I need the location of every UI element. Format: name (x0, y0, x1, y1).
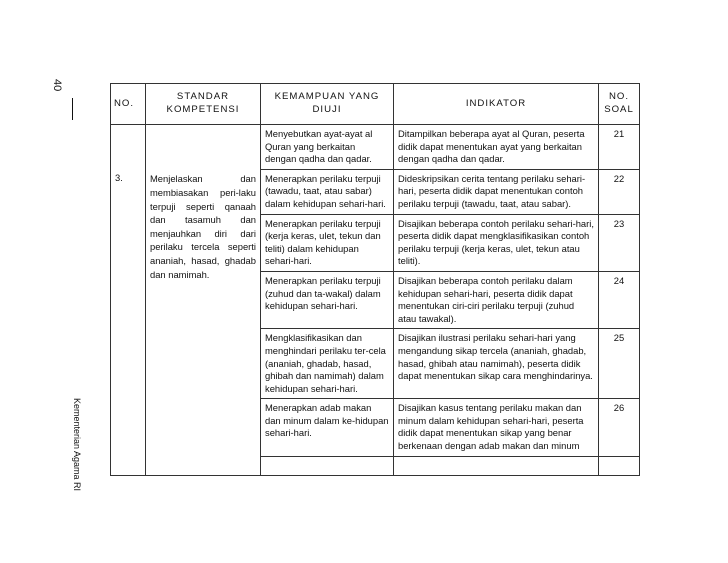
cell-indikator: Disajikan ilustrasi perilaku sehari-hari yang mengandung sikap tercela (ananiah, ghadab, hasad, ghibah atau namimah), peserta didik dapat menentukan sikap cara menghindarinya. (394, 329, 599, 399)
cell-kemampuan: Menerapkan perilaku terpuji (kerja keras, ulet, tekun dan teliti) dalam kehidupan sehari-hari. (261, 214, 394, 271)
cell-no-soal: 25 (599, 329, 640, 399)
page-number-rule (72, 98, 73, 120)
table-header-row (111, 84, 640, 125)
table-row (111, 456, 640, 476)
competency-table (110, 83, 640, 476)
cell-no-soal: 23 (599, 214, 640, 271)
cell-no-soal: 24 (599, 271, 640, 328)
cell-no: 3. (111, 169, 146, 456)
header-no: NO. (111, 84, 146, 125)
cell-indikator: Ditampilkan beberapa ayat al Quran, peserta didik dapat menentukan ayat yang berkaitan dengan qadha dan qadar. (394, 125, 599, 170)
table-row (111, 169, 640, 214)
cell-indikator: Disajikan kasus tentang perilaku makan dan minum dalam kehidupan sehari-hari, peserta didik dapat menentukan sikap yang benar berkenaan dengan adab makan dan minum (394, 399, 599, 456)
cell-indikator: Dideskripsikan cerita tentang perilaku sehari-hari, peserta didik dapat menentukan contoh perilaku terpuji (tawadu, taat, atau sabar). (394, 169, 599, 214)
cell-no-soal: 22 (599, 169, 640, 214)
header-kemampuan: KEMAMPUAN YANG DIUJI (261, 84, 394, 125)
cell-no-empty (111, 456, 146, 476)
cell-kemampuan: Menerapkan perilaku terpuji (tawadu, taat, atau sabar) dalam kehidupan sehari-hari. (261, 169, 394, 214)
page-number: 40 (51, 79, 63, 92)
cell-no-soal: 21 (599, 125, 640, 170)
cell-kemampuan: Menerapkan adab makan dan minum dalam ke-hidupan sehari-hari. (261, 399, 394, 456)
cell-standar: Menjelaskan dan membiasakan peri-laku terpuji seperti qanaah dan tasamuh dan menjauhkan diri dari perilaku tercela seperti ananiah, hasad, ghadab dan namimah. (146, 169, 261, 456)
cell-kemampuan (261, 456, 394, 476)
cell-no-soal (599, 456, 640, 476)
cell-no-empty (111, 125, 146, 170)
header-standar: STANDAR KOMPETENSI (146, 84, 261, 125)
footer-text: Kementerian Agama RI (72, 398, 82, 492)
cell-kemampuan: Mengklasifikasikan dan menghindari perilaku ter-cela (ananiah, ghadab, hasad, ghibah dan namimah) dalam kehidupan sehari-hari. (261, 329, 394, 399)
cell-indikator (394, 456, 599, 476)
header-no-soal: NO. SOAL (599, 84, 640, 125)
cell-standar-empty (146, 456, 261, 476)
table-row (111, 125, 640, 170)
cell-indikator: Disajikan beberapa contoh perilaku sehari-hari, peserta didik dapat mengklasifikasikan contoh perilaku terpuji (kerja keras, ulet, tekun atau teliti). (394, 214, 599, 271)
header-indikator: INDIKATOR (394, 84, 599, 125)
cell-kemampuan: Menerapkan perilaku terpuji (zuhud dan ta-wakal) dalam kehidupan sehari-hari. (261, 271, 394, 328)
cell-standar-empty (146, 125, 261, 170)
cell-indikator: Disajikan beberapa contoh perilaku dalam kehidupan sehari-hari, peserta didik dapat menentukan ciri-ciri perilaku terpuji (zuhud atau tawakal). (394, 271, 599, 328)
cell-kemampuan: Menyebutkan ayat-ayat al Quran yang berkaitan dengan qadha dan qadar. (261, 125, 394, 170)
cell-no-soal: 26 (599, 399, 640, 456)
